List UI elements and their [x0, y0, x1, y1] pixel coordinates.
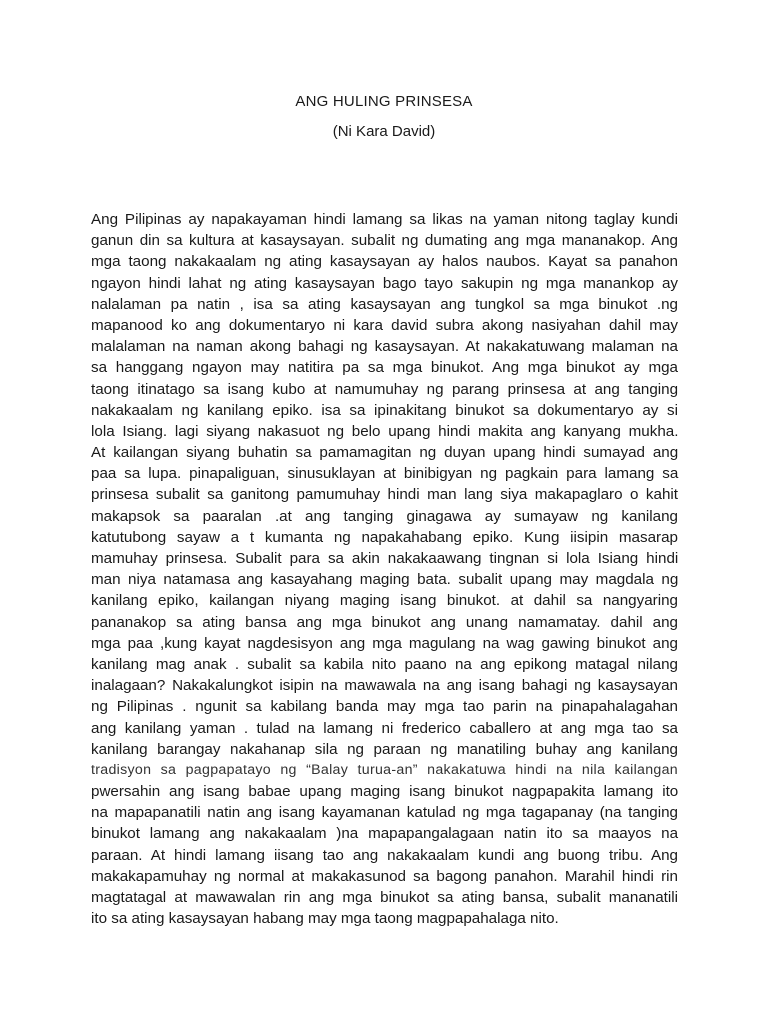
paragraph-line: mga paa ,kung kayat nagdesisyon ang mga magulang na wag gawing binukot ang — [91, 634, 678, 652]
paragraph-line: At kailangan siyang buhatin sa pamamagitan ng duyan upang hindi sumayad ang — [91, 444, 679, 462]
paragraph-line: ganun din sa kultura at kasaysayan. subalit ng dumating ang mga mananakop. Ang — [91, 232, 678, 250]
paragraph-line: paraan. At hindi lamang iisang tao ang nakakaalam kundi ang buong tribu. Ang — [91, 846, 678, 864]
paragraph-line: sa hanggang ngayon may natitira pa sa mga binukot. Ang mga binukot ay mga — [91, 359, 678, 377]
document-title: ANG HULING PRINSESA — [295, 93, 473, 110]
paragraph-line: ang kanilang yaman . tulad na lamang ni frederico caballero at ang mga tao sa — [91, 719, 678, 737]
paragraph-line: mamuhay prinsesa. Subalit para sa akin nakakaawang tingnan si lola Isiang hindi — [91, 550, 679, 567]
paragraph-line: mga taong nakakaalam ng ating kasaysayan ay halos naubos. Kayat sa panahon — [91, 253, 678, 271]
paragraph-line: ng Pilipinas . ngunit sa kabilang banda may mga tao parin na pinapahalagahan — [91, 698, 678, 716]
paragraph-line: tradisyon sa pagpapatayo ng “Balay turua-an” nakakatuwa hindi na nila kailangan — [91, 761, 678, 778]
paragraph-line: makakapamuhay ng normal at makakasunod sa bagong panahon. Marahil hindi rin — [91, 867, 678, 885]
paragraph-line: nakakaalam ng kanilang epiko. isa sa ipinakitang binukot sa dokumentaryo ay si — [91, 401, 678, 419]
paragraph-line: ito sa ating kasaysayan habang may mga taong magpapahalaga nito. — [91, 910, 559, 928]
paragraph-line: katutubong sayaw a t kumanta ng napakahabang epiko. Kung iisipin masarap — [91, 528, 678, 546]
document-author: (Ni Kara David) — [332, 123, 436, 140]
paragraph-line: prinsesa subalit sa ganitong pamumuhay hindi man lang siya makapaglaro o kahit — [91, 486, 678, 504]
paragraph-line: nalalaman pa natin , isa sa ating kasaysayan ang tungkol sa mga binukot .ng — [91, 295, 678, 313]
paragraph-line: lola Isiang. lagi siyang nakasuot ng belo upang hindi makita ang kanyang mukha. — [91, 422, 679, 440]
paragraph-line: taong itinatago sa isang kubo at namumuhay ng parang prinsesa at ang tanging — [91, 380, 679, 398]
paragraph-line: pwersahin ang isang babae upang maging isang binukot nagpapakita lamang ito — [91, 783, 679, 801]
paragraph-line: inalagaan? Nakakalungkot isipin na mawawala na ang isang bahagi ng kasaysayan — [91, 677, 678, 695]
paragraph-line: ngayon hindi lahat ng ating kasaysayan bago tayo sakupin ng mga manankop ay — [91, 274, 678, 292]
paragraph-line: kanilang mag anak . subalit sa kabila nito paano na ang epikong matagal nilang — [91, 655, 678, 673]
paragraph-line: magtatagal at mawawalan rin ang mga binukot sa ating bansa, subalit mananatili — [91, 889, 678, 906]
paragraph-line: mapanood ko ang dokumentaryo ni kara david subra akong nasiyahan dahil may — [91, 316, 678, 334]
paragraph-line: na mapapanatili natin ang isang kayamanan katulad ng mga tagapanay (na tanging — [91, 804, 678, 822]
body-paragraph — [91, 209, 678, 929]
paragraph-line: kanilang epiko, kailangan niyang maging isang binukot. at dahil sa nangyaring — [91, 592, 678, 610]
paragraph-line: makapsok sa paaralan .at ang tanging ginagawa ay sumayaw ng kanilang — [91, 507, 678, 525]
paragraph-line: kanilang barangay nakahanap sila ng paraan ng manatiling buhay ang kanilang — [91, 740, 678, 758]
paragraph-line: paa sa lupa. pinapaliguan, sinusuklayan at binibigyan ng pagkain para lamang sa — [91, 465, 679, 483]
paragraph-line: binukot lamang ang nakakaalam )na mapapangalagaan natin ito sa maayos na — [91, 825, 679, 843]
paragraph-line: Ang Pilipinas ay napakayaman hindi lamang sa likas na yaman nitong taglay kundi — [91, 211, 678, 228]
paragraph-line: malalaman na naman akong bahagi ng kasaysayan. At nakakatuwang malaman na — [91, 338, 678, 356]
paragraph-line: man niya natamasa ang kasayahang maging bata. subalit upang may magdala ng — [91, 571, 679, 589]
paragraph-line: pananakop sa ating bansa ang mga binukot ang unang namamatay. dahil ang — [91, 613, 678, 631]
